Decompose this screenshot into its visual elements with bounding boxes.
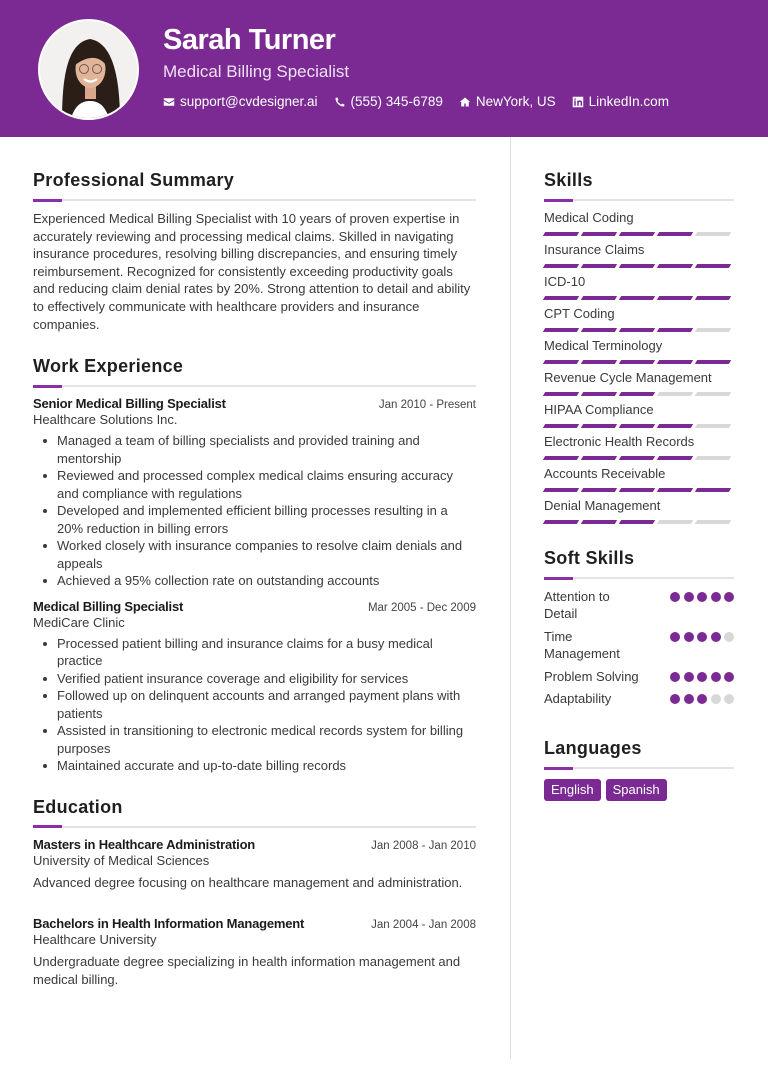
section-divider [33, 826, 476, 828]
rating-dot-filled [697, 592, 707, 602]
skill-name: Insurance Claims [544, 242, 645, 257]
bullet-item: Reviewed and processed complex medical claims ensuring accuracy and compliance with regulations [57, 467, 476, 502]
soft-skill-item [544, 690, 734, 712]
sidebar-column [544, 170, 734, 801]
job-date: Mar 2005 - Dec 2009 [367, 601, 476, 614]
soft-skill-item [544, 628, 734, 668]
email-text: support@cvdesigner.ai [180, 94, 318, 109]
rating-bar-filled [619, 360, 655, 364]
skill-name: Medical Terminology [544, 338, 663, 353]
section-title-summary: Professional Summary [33, 170, 235, 190]
rating-dot-filled [670, 672, 680, 682]
rating-dot-filled [684, 592, 694, 602]
rating-bar-filled [581, 488, 617, 492]
soft-skill-rating-dots [670, 672, 734, 682]
skill-rating-bars [544, 424, 734, 428]
section-title-soft-skills: Soft Skills [544, 548, 635, 568]
bullet-item: Worked closely with insurance companies to resolve claim denials and appeals [57, 537, 476, 572]
skill-rating-bars [544, 456, 734, 460]
rating-dot-filled [670, 694, 680, 704]
contact-location [459, 94, 556, 109]
rating-bar-filled [543, 264, 579, 268]
bullet-item: Assisted in transitioning to electronic medical records system for billing purposes [57, 722, 476, 757]
soft-skill-rating-dots [670, 632, 734, 642]
rating-bar-filled [657, 424, 693, 428]
languages-section [544, 738, 734, 801]
degree-title: Bachelors in Health Information Management [33, 916, 305, 932]
candidate-name: Sarah Turner [163, 24, 336, 56]
language-tag: English [544, 779, 601, 801]
skill-item [544, 466, 734, 498]
section-divider [544, 577, 734, 579]
rating-bar-filled [619, 424, 655, 428]
education-date: Jan 2004 - Jan 2008 [371, 919, 476, 932]
candidate-title: Medical Billing Specialist [163, 62, 350, 81]
skill-item [544, 306, 734, 338]
rating-bar-filled [581, 360, 617, 364]
rating-bar-filled [657, 264, 693, 268]
rating-bar-filled [657, 488, 693, 492]
section-title-experience: Work Experience [33, 356, 184, 377]
contact-linkedin[interactable] [572, 94, 669, 109]
rating-dot-filled [697, 694, 707, 704]
rating-bar-filled [581, 392, 617, 396]
skill-item [544, 274, 734, 306]
school-name: Healthcare University [33, 932, 157, 948]
skill-name: Accounts Receivable [544, 466, 666, 481]
skill-rating-bars [544, 520, 734, 524]
rating-bar-filled [619, 392, 655, 396]
bullet-item: Achieved a 95% collection rate on outstanding accounts [57, 572, 476, 590]
rating-bar-filled [657, 232, 693, 236]
section-title-languages: Languages [544, 738, 642, 758]
bullet-item: Developed and implemented efficient billing processes resulting in a 20% reduction in billing errors [57, 502, 476, 537]
rating-bar-filled [619, 488, 655, 492]
soft-skill-name: Time Management [544, 629, 620, 661]
job-company: Healthcare Solutions Inc. [33, 412, 178, 428]
skill-rating-bars [544, 296, 734, 300]
rating-bar-filled [581, 264, 617, 268]
skill-name: Revenue Cycle Management [544, 370, 712, 385]
rating-dot-empty [724, 632, 734, 642]
rating-bar-filled [695, 488, 731, 492]
rating-bar-empty [695, 520, 731, 524]
bullet-item: Maintained accurate and up-to-date billing records [57, 757, 476, 775]
skill-item [544, 434, 734, 466]
rating-bar-filled [543, 456, 579, 460]
skill-item [544, 338, 734, 370]
rating-dot-filled [724, 672, 734, 682]
soft-skill-name: Adaptability [544, 691, 612, 706]
bullet-item: Processed patient billing and insurance claims for a busy medical practice [57, 635, 476, 670]
rating-dot-filled [724, 592, 734, 602]
rating-dot-filled [684, 672, 694, 682]
section-divider [544, 199, 734, 201]
bullet-item: Followed up on delinquent accounts and arranged payment plans with patients [57, 687, 476, 722]
skills-section [544, 170, 734, 530]
bullet-item: Managed a team of billing specialists and provided training and mentorship [57, 432, 476, 467]
rating-dot-filled [684, 694, 694, 704]
skill-name: HIPAA Compliance [544, 402, 654, 417]
skills-list [544, 210, 734, 530]
contact-email[interactable] [163, 94, 318, 109]
rating-bar-empty [695, 328, 731, 332]
soft-skill-name: Problem Solving [544, 669, 639, 684]
linkedin-text: LinkedIn.com [588, 94, 669, 109]
skill-item [544, 210, 734, 242]
phone-text: (555) 345-6789 [350, 94, 443, 109]
skill-name: Medical Coding [544, 210, 634, 225]
rating-bar-filled [619, 264, 655, 268]
person-portrait-icon [40, 21, 139, 120]
job-entry [33, 396, 476, 590]
rating-dot-filled [697, 632, 707, 642]
skill-rating-bars [544, 328, 734, 332]
skill-rating-bars [544, 232, 734, 236]
contact-phone[interactable] [334, 94, 443, 109]
skill-item [544, 370, 734, 402]
education-date: Jan 2008 - Jan 2010 [371, 839, 476, 852]
job-bullets [57, 635, 476, 775]
rating-bar-empty [695, 232, 731, 236]
rating-bar-filled [695, 360, 731, 364]
job-title: Senior Medical Billing Specialist [33, 396, 226, 412]
skill-rating-bars [544, 392, 734, 396]
job-company: MediCare Clinic [33, 614, 125, 630]
rating-bar-filled [619, 328, 655, 332]
skill-item [544, 498, 734, 530]
section-divider [33, 199, 476, 201]
linkedin-icon [572, 96, 584, 108]
soft-skill-item [544, 668, 734, 690]
rating-bar-empty [695, 456, 731, 460]
location-text: NewYork, US [475, 94, 556, 109]
profile-photo [38, 19, 139, 120]
degree-title: Masters in Healthcare Administration [33, 836, 256, 852]
soft-skills-list [544, 588, 734, 712]
soft-skill-rating-dots [670, 694, 734, 704]
contact-list [163, 94, 669, 109]
bullet-item: Verified patient insurance coverage and eligibility for services [57, 670, 476, 688]
rating-bar-empty [695, 392, 731, 396]
rating-dot-empty [724, 694, 734, 704]
section-title-skills: Skills [544, 170, 593, 190]
rating-bar-filled [619, 296, 655, 300]
rating-bar-filled [695, 296, 731, 300]
section-title-education: Education [33, 796, 123, 817]
skill-name: ICD-10 [544, 274, 586, 289]
education-entry [33, 916, 476, 988]
rating-bar-filled [581, 424, 617, 428]
rating-dot-filled [711, 632, 721, 642]
job-date: Jan 2010 - Present [378, 399, 476, 412]
skill-rating-bars [544, 488, 734, 492]
rating-bar-filled [657, 296, 693, 300]
rating-bar-filled [657, 456, 693, 460]
rating-bar-filled [581, 296, 617, 300]
rating-bar-filled [581, 520, 617, 524]
rating-bar-empty [695, 424, 731, 428]
resume-header [0, 0, 768, 137]
rating-dot-empty [711, 694, 721, 704]
section-divider [544, 767, 734, 769]
soft-skills-section [544, 548, 734, 712]
rating-bar-filled [543, 232, 579, 236]
education-description: Undergraduate degree specializing in health information management and medical billing. [33, 954, 461, 987]
skill-item [544, 242, 734, 274]
skill-item [544, 402, 734, 434]
rating-bar-filled [543, 520, 579, 524]
rating-dot-filled [711, 672, 721, 682]
rating-bar-filled [543, 392, 579, 396]
soft-skill-rating-dots [670, 592, 734, 602]
rating-dot-filled [670, 592, 680, 602]
rating-bar-filled [619, 456, 655, 460]
soft-skill-item [544, 588, 734, 628]
rating-bar-filled [657, 328, 693, 332]
skill-rating-bars [544, 264, 734, 268]
job-bullets [57, 432, 476, 590]
languages-list [544, 779, 734, 801]
rating-bar-filled [543, 296, 579, 300]
home-icon [459, 96, 471, 108]
skill-name: Denial Management [544, 498, 661, 513]
section-divider [33, 385, 476, 387]
rating-bar-filled [581, 328, 617, 332]
job-title: Medical Billing Specialist [33, 598, 184, 614]
rating-bar-filled [543, 488, 579, 492]
column-divider [510, 137, 511, 1059]
phone-icon [334, 96, 346, 108]
education-section [33, 797, 476, 989]
language-tag: Spanish [606, 779, 667, 801]
school-name: University of Medical Sciences [33, 852, 210, 868]
rating-dot-filled [684, 632, 694, 642]
rating-bar-filled [657, 360, 693, 364]
job-entry [33, 599, 476, 775]
rating-bar-empty [657, 520, 693, 524]
rating-bar-filled [581, 456, 617, 460]
rating-dot-filled [711, 592, 721, 602]
summary-text: Experienced Medical Billing Specialist with 10 years of proven expertise in accurately reviewing and processing medical claims. Skilled in navigating insurance procedures, resolving billing discrepancies, and ensuring timely reimbursement. Recognized for consistently exceeding productivity goals and reducing claim denial rates by 20%. Strong attention to detail and ability to effectively communicate with healthcare providers and insurance companies. [33, 211, 471, 332]
main-column [33, 170, 476, 988]
rating-bar-filled [695, 264, 731, 268]
rating-bar-filled [543, 360, 579, 364]
envelope-icon [163, 96, 175, 108]
skill-rating-bars [544, 360, 734, 364]
rating-bar-filled [619, 232, 655, 236]
education-description: Advanced degree focusing on healthcare management and administration. [33, 874, 463, 890]
rating-dot-filled [670, 632, 680, 642]
rating-bar-filled [543, 328, 579, 332]
rating-bar-filled [543, 424, 579, 428]
skill-name: Electronic Health Records [544, 434, 695, 449]
soft-skill-name: Attention to Detail [544, 589, 610, 621]
summary-section [33, 170, 476, 333]
education-entry [33, 837, 476, 892]
rating-bar-empty [657, 392, 693, 396]
experience-section [33, 356, 476, 775]
rating-bar-filled [619, 520, 655, 524]
rating-bar-filled [581, 232, 617, 236]
rating-dot-filled [697, 672, 707, 682]
skill-name: CPT Coding [544, 306, 615, 321]
